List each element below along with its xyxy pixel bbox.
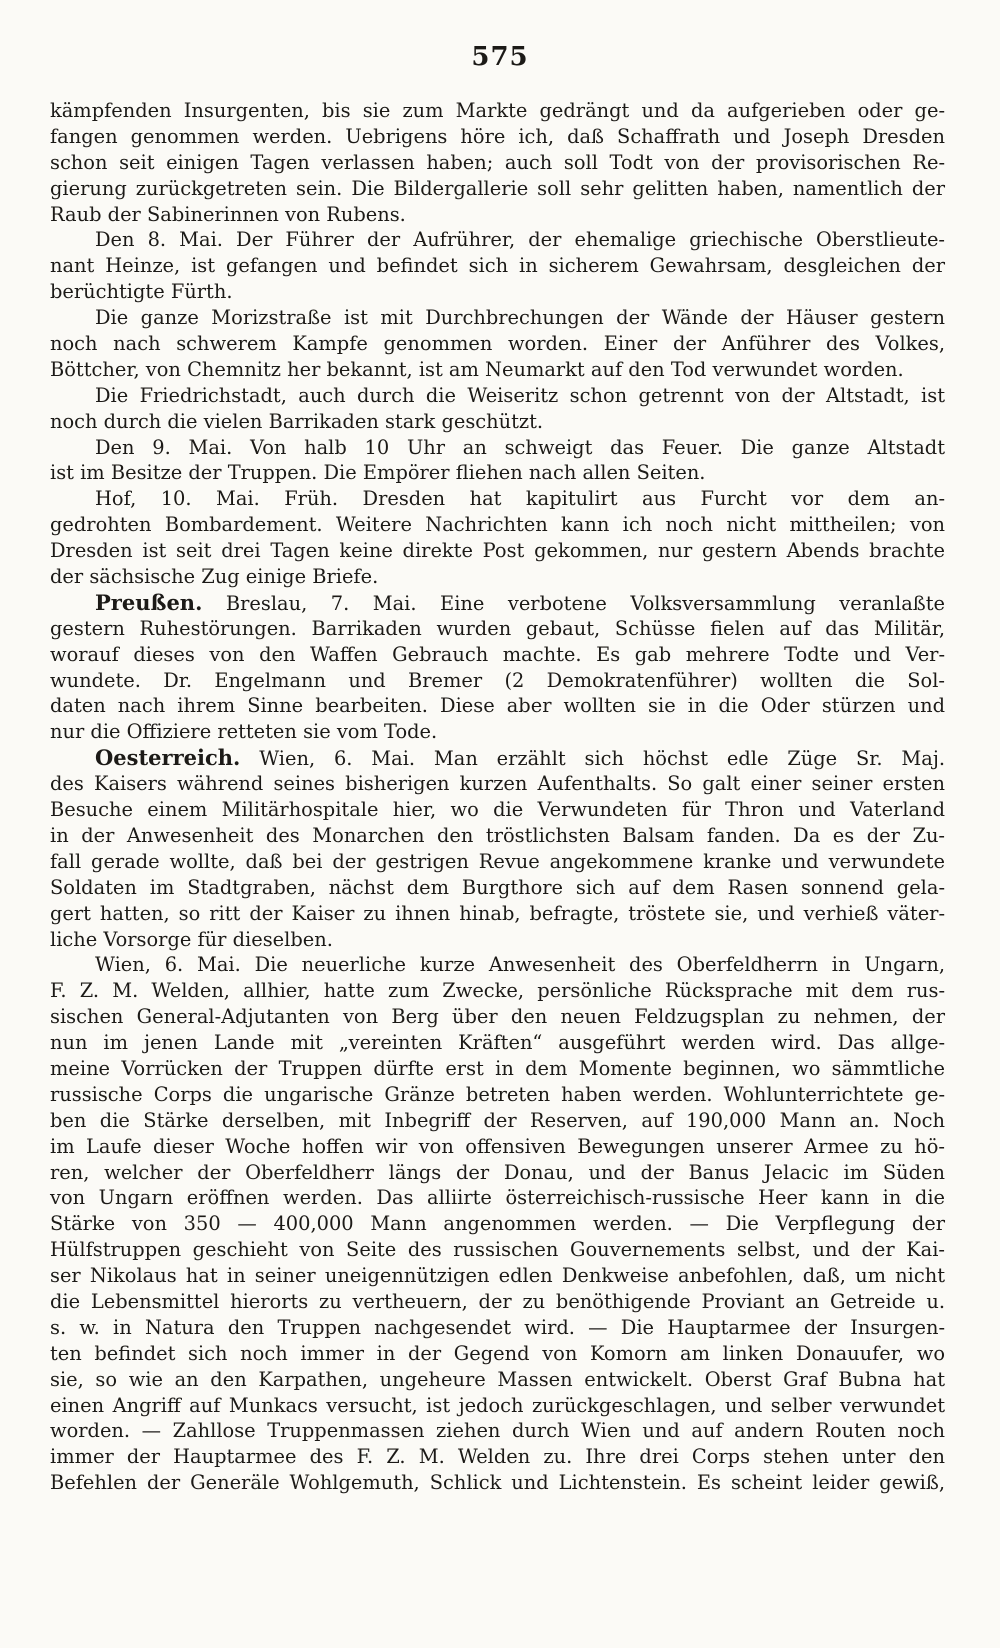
- text-line: [50, 486, 945, 512]
- text-line: [50, 927, 945, 953]
- line-text: Breslau, 7. Mai. Eine verbotene Volksversammlung veranlaßte: [225, 591, 945, 615]
- text-line: [50, 1237, 945, 1263]
- line-text: gedrohten Bombardement. Weitere Nachrichten kann ich noch nicht mittheilen; von: [50, 513, 945, 537]
- line-text: gert hatten, so ritt der Kaiser zu ihnen hinab, befragte, tröstete sie, und verhieß väter-: [50, 901, 945, 925]
- text-line: [50, 952, 945, 978]
- text-line: [50, 383, 945, 409]
- line-text: wundete. Dr. Engelmann und Bremer (2 Demokratenführer) wollten die Sol-: [50, 668, 945, 692]
- line-text: ben die Stärke derselben, mit Inbegriff der Reserven, auf 190,000 Mann an. Noch: [50, 1108, 945, 1132]
- line-text: einen Angriff auf Munkacs versucht, ist jedoch zurückgeschlagen, und selber verwundet: [50, 1393, 945, 1417]
- text-line: [50, 331, 945, 357]
- text-line: [50, 771, 945, 797]
- text-line: [50, 1134, 945, 1160]
- line-text: noch nach schwerem Kampfe genommen worden. Einer der Anführer des Volkes,: [50, 332, 945, 356]
- page-number: 575: [471, 42, 529, 72]
- line-text: fall gerade wollte, daß bei der gestrigen Revue angekommene kranke und verwundete: [50, 849, 945, 873]
- line-text: Hof, 10. Mai. Früh. Dresden hat kapitulirt aus Furcht vor dem an-: [95, 487, 945, 511]
- text-line: [50, 538, 945, 564]
- line-text: immer der Hauptarmee des F. Z. M. Welden zu. Ihre drei Corps stehen unter den: [50, 1445, 945, 1469]
- text-line: [50, 590, 945, 616]
- line-text: in der Anwesenheit des Monarchen den tröstlichsten Balsam fanden. Da es der Zu-: [50, 823, 945, 847]
- text-line: [50, 1160, 945, 1186]
- line-text: Den 9. Mai. Von halb 10 Uhr an schweigt das Feuer. Die ganze Altstadt: [95, 435, 945, 459]
- line-text: liche Vorsorge für dieselben.: [50, 927, 333, 951]
- text-line: [50, 901, 945, 927]
- text-line: [50, 202, 945, 228]
- text-line: [50, 1263, 945, 1289]
- line-text: noch durch die vielen Barrikaden stark geschützt.: [50, 409, 544, 433]
- line-text: nant Heinze, ist gefangen und befindet sich in sicherem Gewahrsam, desgleichen der: [50, 254, 945, 278]
- text-line: [50, 797, 945, 823]
- text-line: [50, 875, 945, 901]
- line-text: russische Corps die ungarische Gränze betreten haben werden. Wohlunterrichtete ge-: [50, 1082, 945, 1106]
- line-text: kämpfenden Insurgenten, bis sie zum Markte gedrängt und da aufgerieben oder ge-: [50, 99, 945, 122]
- text-line: [50, 305, 945, 331]
- text-line: [50, 1030, 945, 1056]
- line-text: worden. — Zahllose Truppenmassen ziehen durch Wien und auf andern Routen noch: [50, 1419, 945, 1443]
- text-line: [50, 460, 945, 486]
- line-text: gierung zurückgetreten sein. Die Bildergallerie soll sehr gelitten haben, namentlich der: [50, 176, 945, 200]
- text-line: [50, 1341, 945, 1367]
- text-line: [50, 1056, 945, 1082]
- text-line: [50, 150, 945, 176]
- text-line: [50, 435, 945, 461]
- line-text: sie, so wie an den Karpathen, ungeheure Massen entwickelt. Oberst Graf Bubna hat: [50, 1367, 945, 1391]
- text-line: [50, 1367, 945, 1393]
- line-text: Die Friedrichstadt, auch durch die Weiseritz schon getrennt von der Altstadt, ist: [95, 383, 945, 407]
- text-line: [50, 253, 945, 279]
- text-line: [50, 512, 945, 538]
- text-line: [50, 409, 945, 435]
- text-line: [50, 1444, 945, 1470]
- text-line: [50, 823, 945, 849]
- line-text: Stärke von 350 — 400,000 Mann angenommen werden. — Die Verpflegung der: [50, 1212, 945, 1236]
- text-line: [50, 98, 945, 124]
- line-text: des Kaisers während seines bisherigen kurzen Aufenthalts. So galt einer seiner ersten: [50, 772, 945, 796]
- line-text: Wien, 6. Mai. Die neuerliche kurze Anwesenheit des Oberfeldherrn in Ungarn,: [95, 953, 945, 977]
- text-line: [50, 1108, 945, 1134]
- line-text: Böttcher, von Chemnitz her bekannt, ist am Neumarkt auf den Tod verwundet worden.: [50, 357, 904, 381]
- text-line: [50, 745, 945, 771]
- line-text: Den 8. Mai. Der Führer der Aufrührer, der ehemalige griechische Oberstlieute-: [95, 228, 945, 252]
- line-text: der sächsische Zug einige Briefe.: [50, 565, 379, 589]
- line-text: fangen genommen werden. Uebrigens höre ich, daß Schaffrath und Joseph Dresden: [50, 124, 945, 148]
- line-text: ren, welcher der Oberfeldherr längs der Donau, und der Banus Jelacic im Süden: [50, 1160, 945, 1184]
- text-line: [50, 1393, 945, 1419]
- text-line: [50, 357, 945, 383]
- line-text: gestern Ruhestörungen. Barrikaden wurden gebaut, Schüsse fielen auf das Militär,: [50, 616, 945, 640]
- line-text: worauf dieses von den Waffen Gebrauch machte. Es gab mehrere Todte und Ver-: [50, 642, 945, 666]
- line-text: Hülfstruppen geschieht von Seite des russischen Gouvernements selbst, und der Kai-: [50, 1238, 945, 1262]
- text-line: [50, 1211, 945, 1237]
- line-text: im Laufe dieser Woche hoffen wir von offensiven Bewegungen unserer Armee zu hö-: [50, 1134, 945, 1158]
- line-text: Raub der Sabinerinnen von Rubens.: [50, 202, 406, 226]
- section-heading: Preußen.: [95, 589, 203, 615]
- line-text: ser Nikolaus hat in seiner uneigennützigen edlen Denkweise anbefohlen, daß, um nicht: [50, 1264, 945, 1288]
- text-line: [50, 693, 945, 719]
- line-text: nun im jenen Lande mit „vereinten Kräften“ ausgeführt werden wird. Das allge-: [50, 1031, 945, 1055]
- text-line: [50, 668, 945, 694]
- text-line: [50, 227, 945, 253]
- line-text: nur die Offiziere retteten sie vom Tode.: [50, 720, 438, 744]
- text-line: [50, 1418, 945, 1444]
- line-text: von Ungarn eröffnen werden. Das alliirte österreichisch-russische Heer kann in die: [50, 1186, 945, 1210]
- line-text: sischen General-Adjutanten von Berg über den neuen Feldzugsplan zu nehmen, der: [50, 1005, 945, 1029]
- text-line: [50, 616, 945, 642]
- section-heading: Oesterreich.: [95, 745, 241, 771]
- line-text: ten befindet sich noch immer in der Gegend von Komorn am linken Donauufer, wo: [50, 1341, 945, 1365]
- line-text: Soldaten im Stadtgraben, nächst dem Burgthore sich auf dem Rasen sonnend gela-: [50, 875, 945, 899]
- text-line: [50, 849, 945, 875]
- line-text: die Lebensmittel hierorts zu vertheuern, der zu benöthigende Proviant an Getreide u.: [50, 1289, 945, 1313]
- text-line: [50, 176, 945, 202]
- text-line: [50, 564, 945, 590]
- text-line: [50, 279, 945, 305]
- text-line: [50, 1004, 945, 1030]
- line-text: Dresden ist seit drei Tagen keine direkte Post gekommen, nur gestern Abends brachte: [50, 539, 945, 563]
- line-text: ist im Besitze der Truppen. Die Empörer fliehen nach allen Seiten.: [50, 461, 706, 485]
- text-line: [50, 642, 945, 668]
- line-text: meine Vorrücken der Truppen dürfte erst in dem Momente beginnen, wo sämmtliche: [50, 1056, 945, 1080]
- line-text: F. Z. M. Welden, allhier, hatte zum Zwecke, persönliche Rücksprache mit dem rus-: [50, 979, 945, 1003]
- text-line: [50, 1185, 945, 1211]
- text-line: [50, 1470, 945, 1496]
- text-line: [50, 978, 945, 1004]
- line-text: Befehlen der Generäle Wohlgemuth, Schlick und Lichtenstein. Es scheint leider gewiß,: [50, 1471, 945, 1495]
- text-line: [50, 719, 945, 745]
- text-line: [50, 1315, 945, 1341]
- text-line: [50, 1289, 945, 1315]
- line-text: Die ganze Morizstraße ist mit Durchbrechungen der Wände der Häuser gestern: [95, 306, 945, 330]
- text-line: [50, 1082, 945, 1108]
- line-text: Wien, 6. Mai. Man erzählt sich höchst edle Züge Sr. Maj.: [259, 747, 945, 771]
- article-body: [50, 98, 945, 1496]
- line-text: schon seit einigen Tagen verlassen haben; auch soll Todt von der provisorischen Re-: [50, 150, 945, 174]
- line-text: daten nach ihrem Sinne bearbeiten. Diese aber wollten sie in die Oder stürzen und: [50, 694, 945, 718]
- line-text: Besuche einem Militärhospitale hier, wo die Verwundeten für Thron und Vaterland: [50, 798, 945, 822]
- text-line: [50, 124, 945, 150]
- line-text: s. w. in Natura den Truppen nachgesendet wird. — Die Hauptarmee der Insurgen-: [50, 1315, 945, 1339]
- line-text: berüchtigte Fürth.: [50, 280, 233, 304]
